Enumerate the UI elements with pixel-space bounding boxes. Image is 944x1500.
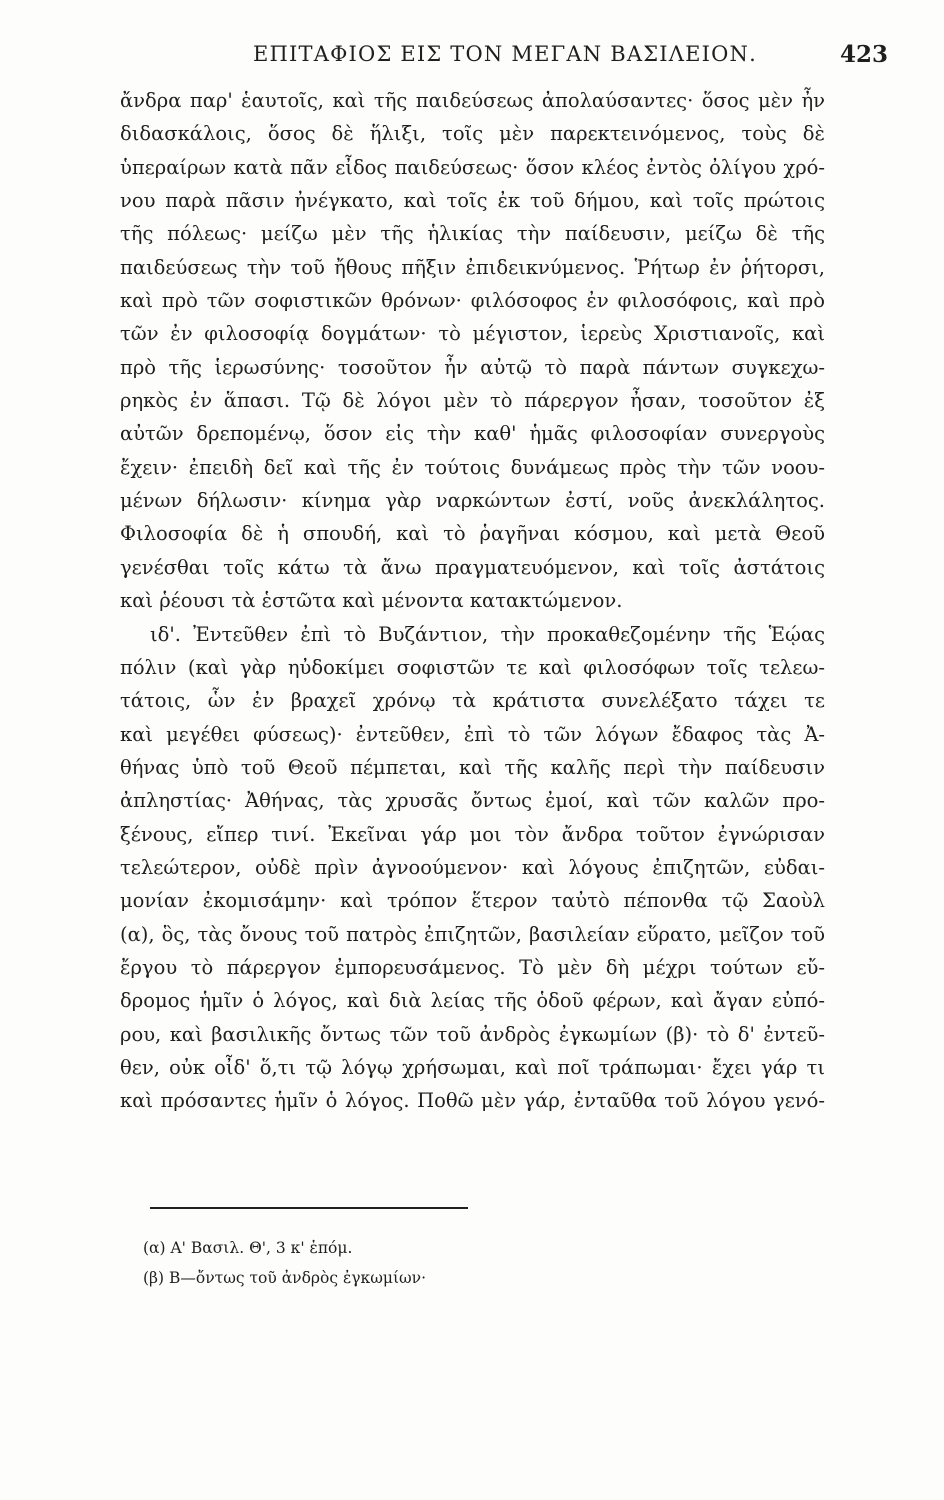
- text-line: ρηκὸς ἐν ἅπασι. Τῷ δὲ λόγοι μὲν τὸ πάρεργον ἦσαν, τοσοῦτον ἐξ: [120, 389, 825, 413]
- footnote: (β) Β—ὄντως τοῦ ἀνδρὸς ἐγκωμίων·: [143, 1269, 427, 1287]
- footnote-rule: [150, 1207, 468, 1209]
- text-line: ἀπληστίας· Ἀθήνας, τὰς χρυσᾶς ὄντως ἐμοί, καὶ τῶν καλῶν προ-: [120, 789, 825, 813]
- text-line: ξένους, εἴπερ τινί. Ἐκεῖναι γάρ μοι τὸν ἄνδρα τοῦτον ἐγνώρισαν: [120, 822, 825, 846]
- text-line: μονίαν ἐκομισάμην· καὶ τρόπον ἕτερον ταὐτὸ πέπονθα τῷ Σαοὺλ: [120, 889, 825, 913]
- text-line: παιδεύσεως τὴν τοῦ ἤθους πῆξιν ἐπιδεικνύμενος. Ῥήτωρ ἐν ῥήτορσι,: [120, 255, 825, 279]
- text-line: γενέσθαι τοῖς κάτω τὰ ἄνω πραγματευόμενον, καὶ τοῖς ἀστάτοις: [120, 555, 825, 579]
- text-line: νου παρὰ πᾶσιν ἠνέγκατο, καὶ τοῖς ἐκ τοῦ δήμου, καὶ τοῖς πρώτοις: [120, 189, 825, 213]
- text-line: μένων δήλωσιν· κίνημα γὰρ ναρκώντων ἐστί, νοῦς ἀνεκλάλητος.: [120, 489, 825, 513]
- text-line: καὶ πρόσαντες ἡμῖν ὁ λόγος. Ποθῶ μὲν γάρ, ἐνταῦθα τοῦ λόγου γενό-: [120, 1089, 825, 1113]
- section-start-line: ιδ'. Ἐντεῦθεν ἐπὶ τὸ Βυζάντιον, τὴν προκαθεζομένην τῆς Ἑῴας: [150, 622, 825, 646]
- text-line: θεν, οὐκ οἶδ' ὅ,τι τῷ λόγῳ χρήσωμαι, καὶ ποῖ τράπωμαι· ἔχει γάρ τι: [120, 1055, 825, 1079]
- footnotes: [143, 1233, 663, 1293]
- text-line: θήνας ὑπὸ τοῦ Θεοῦ πέμπεται, καὶ τῆς καλῆς περὶ τὴν παίδευσιν: [120, 755, 825, 779]
- page-number: 423: [839, 41, 888, 68]
- text-line: ὑπεραίρων κατὰ πᾶν εἶδος παιδεύσεως· ὅσον κλέος ἐντὸς ὀλίγου χρό-: [120, 155, 825, 179]
- text-line: πρὸ τῆς ἱερωσύνης· τοσοῦτον ἦν αὐτῷ τὸ παρὰ πάντων συγκεχω-: [120, 355, 825, 379]
- footnote: (α) Α' Βασιλ. Θ', 3 κ' ἑπόμ.: [143, 1239, 353, 1257]
- running-title: ΕΠΙΤΑΦΙΟΣ ΕΙΣ ΤΟΝ ΜΕΓΑΝ ΒΑΣΙΛΕΙΟΝ.: [253, 42, 757, 66]
- text-line: (α), ὃς, τὰς ὄνους τοῦ πατρὸς ἐπιζητῶν, βασιλείαν εὕρατο, μεῖζον τοῦ: [120, 922, 825, 946]
- main-text: [120, 84, 825, 1118]
- text-line: τάτοις, ὧν ἐν βραχεῖ χρόνῳ τὰ κράτιστα συνελέξατο τάχει τε: [120, 689, 825, 713]
- text-line: αὐτῶν δρεπομένῳ, ὅσον εἰς τὴν καθ' ἡμᾶς φιλοσοφίαν συνεργοὺς: [120, 422, 825, 446]
- text-line: ἔργου τὸ πάρεργον ἐμπορευσάμενος. Τὸ μὲν δὴ μέχρι τούτων εὔ-: [120, 955, 825, 979]
- text-line: καὶ πρὸ τῶν σοφιστικῶν θρόνων· φιλόσοφος ἐν φιλοσόφοις, καὶ πρὸ: [120, 289, 825, 313]
- text-line: ρου, καὶ βασιλικῆς ὄντως τῶν τοῦ ἀνδρὸς ἐγκωμίων (β)· τὸ δ' ἐντεῦ-: [120, 1022, 825, 1046]
- text-line: τῆς πόλεως· μείζω μὲν τῆς ἡλικίας τὴν παίδευσιν, μείζω δὲ τῆς: [120, 222, 825, 246]
- text-line: διδασκάλοις, ὅσος δὲ ἥλιξι, τοῖς μὲν παρεκτεινόμενος, τοὺς δὲ: [120, 122, 825, 146]
- text-line: Φιλοσοφία δὲ ἡ σπουδή, καὶ τὸ ῥαγῆναι κόσμου, καὶ μετὰ Θεοῦ: [120, 522, 825, 546]
- text-line: ἄνδρα παρ' ἑαυτοῖς, καὶ τῆς παιδεύσεως ἀπολαύσαντες· ὅσος μὲν ἦν: [120, 89, 825, 112]
- text-line: πόλιν (καὶ γὰρ ηὐδοκίμει σοφιστῶν τε καὶ φιλοσόφων τοῖς τελεω-: [120, 655, 825, 679]
- text-line: τῶν ἐν φιλοσοφίᾳ δογμάτων· τὸ μέγιστον, ἱερεὺς Χριστιανοῖς, καὶ: [120, 322, 825, 346]
- running-header: [120, 42, 898, 82]
- text-line: ἔχειν· ἐπειδὴ δεῖ καὶ τῆς ἐν τούτοις δυνάμεως πρὸς τὴν τῶν νοου-: [120, 455, 825, 479]
- text-line: καὶ ῥέουσι τὰ ἑστῶτα καὶ μένοντα κατακτώμενον.: [120, 589, 623, 613]
- text-line: καὶ μεγέθει φύσεως)· ἐντεῦθεν, ἐπὶ τὸ τῶν λόγων ἔδαφος τὰς Ἀ-: [120, 722, 825, 746]
- text-line: δρομος ἡμῖν ὁ λόγος, καὶ διὰ λείας τῆς ὁδοῦ φέρων, καὶ ἄγαν εὐπό-: [120, 989, 825, 1013]
- text-line: τελεώτερον, οὐδὲ πρὶν ἀγνοούμενον· καὶ λόγους ἐπιζητῶν, εὐδαι-: [120, 855, 825, 879]
